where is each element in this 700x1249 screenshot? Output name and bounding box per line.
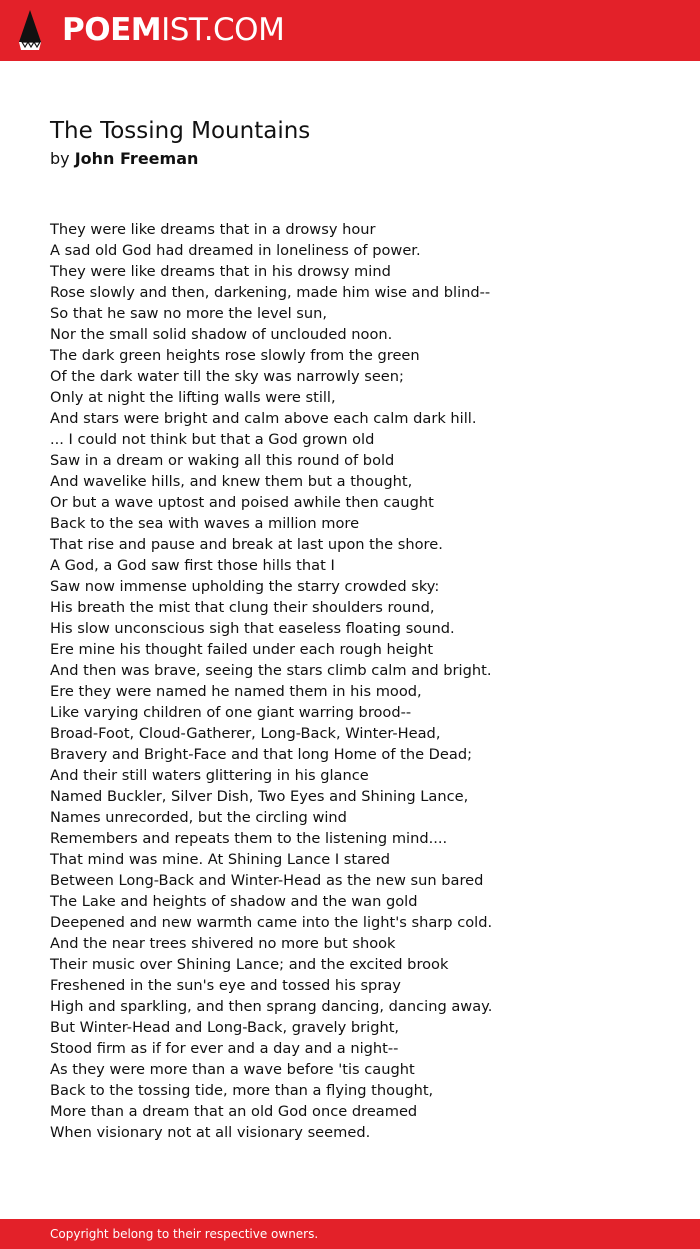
copyright-text: Copyright belong to their respective owners. [50, 1227, 319, 1241]
poem-line: Saw now immense upholding the starry crowded sky: [50, 578, 440, 595]
poem-line: The Lake and heights of shadow and the wan gold [50, 893, 418, 910]
poem-line: Ere they were named he named them in his mood, [50, 683, 422, 700]
poem-line: A God, a God saw first those hills that I [50, 557, 335, 574]
byline [50, 148, 198, 170]
poem-line: As they were more than a wave before 'tis caught [50, 1061, 415, 1078]
poem-body [50, 219, 670, 1143]
poem-line: They were like dreams that in a drowsy hour [50, 221, 376, 238]
poem-line: Nor the small solid shadow of unclouded noon. [50, 326, 393, 343]
by-label: by [50, 149, 70, 168]
poem-line: Like varying children of one giant warring brood-- [50, 704, 412, 721]
poem-line: The dark green heights rose slowly from the green [50, 347, 420, 364]
poem-line: Their music over Shining Lance; and the excited brook [50, 956, 449, 973]
poem-line: Only at night the lifting walls were still, [50, 389, 336, 406]
poem-line: So that he saw no more the level sun, [50, 305, 328, 322]
poem-line: Remembers and repeats them to the listening mind.... [50, 830, 448, 847]
poem-line: Back to the tossing tide, more than a flying thought, [50, 1082, 434, 1099]
poem-line: Rose slowly and then, darkening, made him wise and blind-- [50, 284, 491, 301]
poem-line: His breath the mist that clung their shoulders round, [50, 599, 435, 616]
poem-line: Stood firm as if for ever and a day and a night-- [50, 1040, 399, 1057]
logo-text-bold: POEM [62, 12, 162, 48]
poem-line: Bravery and Bright-Face and that long Home of the Dead; [50, 746, 473, 763]
poem-line: Or but a wave uptost and poised awhile then caught [50, 494, 434, 511]
site-header [0, 0, 700, 61]
author-name: John Freeman [74, 149, 199, 168]
poem-line: Freshened in the sun's eye and tossed his spray [50, 977, 401, 994]
poem-line: His slow unconscious sigh that easeless floating sound. [50, 620, 455, 637]
poem-line: Between Long-Back and Winter-Head as the new sun bared [50, 872, 484, 889]
poem-line: Deepened and new warmth came into the light's sharp cold. [50, 914, 493, 931]
poem-line: Broad-Foot, Cloud-Gatherer, Long-Back, Winter-Head, [50, 725, 441, 742]
poem-line: Back to the sea with waves a million more [50, 515, 360, 532]
poem-line: Saw in a dream or waking all this round of bold [50, 452, 395, 469]
poem-line: And the near trees shivered no more but shook [50, 935, 396, 952]
pencil-tip-icon[interactable] [18, 9, 42, 51]
poem-title: The Tossing Mountains [50, 118, 311, 144]
poem-line: ... I could not think but that a God grown old [50, 431, 375, 448]
poem-line: Of the dark water till the sky was narrowly seen; [50, 368, 404, 385]
poem-line: Named Buckler, Silver Dish, Two Eyes and Shining Lance, [50, 788, 469, 805]
poem-line: They were like dreams that in his drowsy mind [50, 263, 391, 280]
poem-line: And then was brave, seeing the stars climb calm and bright. [50, 662, 492, 679]
poem-line: More than a dream that an old God once dreamed [50, 1103, 418, 1120]
site-logo[interactable] [62, 11, 284, 49]
site-footer [0, 1219, 700, 1249]
poem-line: High and sparkling, and then sprang dancing, dancing away. [50, 998, 493, 1015]
poem-line: And stars were bright and calm above each calm dark hill. [50, 410, 477, 427]
poem-line: And wavelike hills, and knew them but a thought, [50, 473, 413, 490]
poem-line: Names unrecorded, but the circling wind [50, 809, 347, 826]
poem-line: And their still waters glittering in his glance [50, 767, 369, 784]
poem-line: A sad old God had dreamed in loneliness of power. [50, 242, 421, 259]
poem-line: But Winter-Head and Long-Back, gravely bright, [50, 1019, 400, 1036]
poem-line: Ere mine his thought failed under each rough height [50, 641, 434, 658]
poem-line: That rise and pause and break at last upon the shore. [50, 536, 443, 553]
poem-line: When visionary not at all visionary seemed. [50, 1124, 371, 1141]
logo-text-light: IST.COM [161, 12, 285, 48]
poem-line: That mind was mine. At Shining Lance I stared [50, 851, 390, 868]
